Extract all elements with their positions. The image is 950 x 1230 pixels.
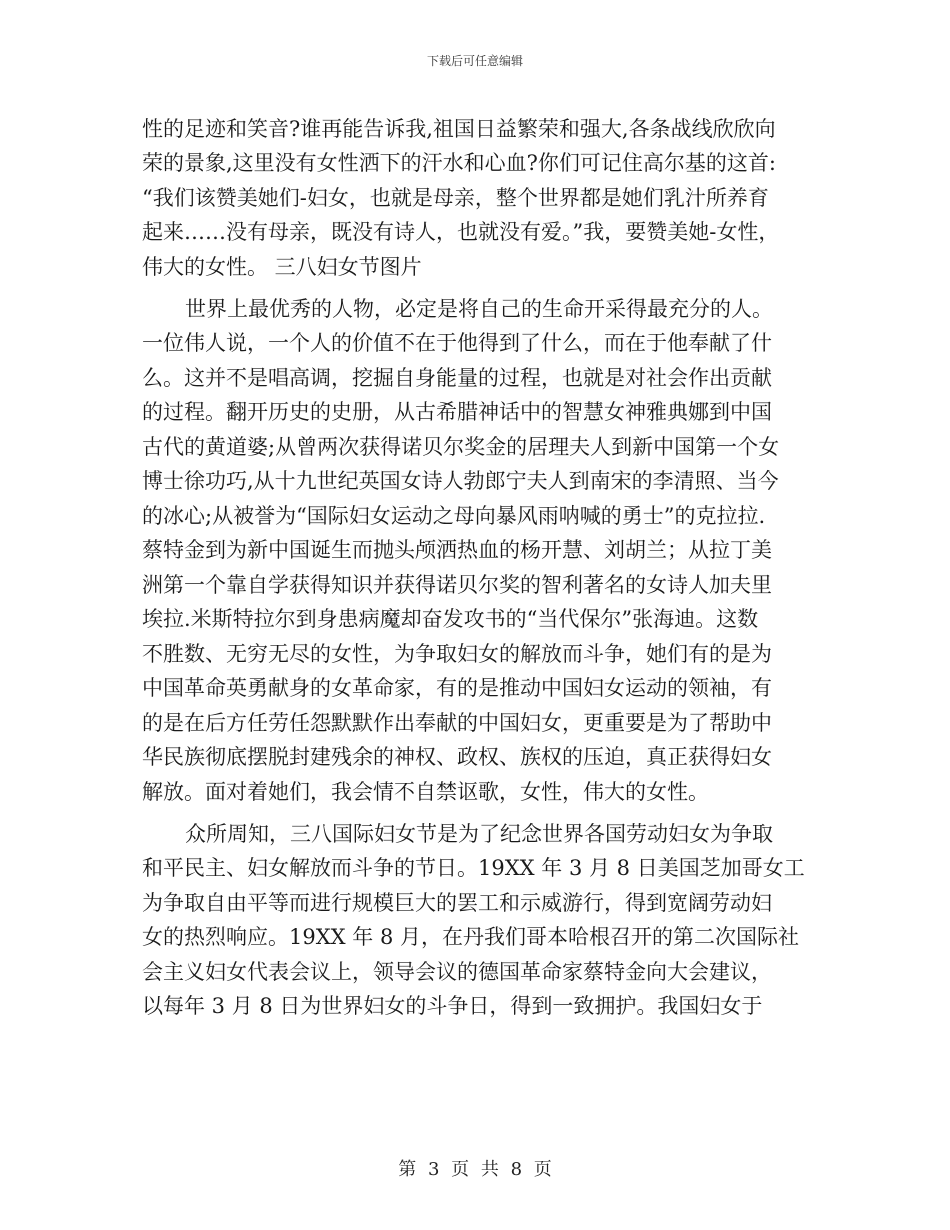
body-line: 以每年 3 月 8 日为世界妇女的斗争日，得到一致拥护。我国妇女于 xyxy=(142,994,763,1018)
body-line: 埃拉.米斯特拉尔到身患病魔却奋发攻书的“当代保尔”张海迪。这数 xyxy=(142,607,759,631)
body-line: 博士徐功巧,从十九世纪英国女诗人勃郎宁夫人到南宋的李清照、当今 xyxy=(142,469,779,493)
body-line: 世界上最优秀的人物，必定是将自己的生命开采得最充分的人。 xyxy=(185,297,773,321)
body-line: 的是在后方任劳任怨默默作出奉献的中国妇女，更重要是为了帮助中 xyxy=(142,711,772,735)
body-line: 众所周知，三八国际妇女节是为了纪念世界各国劳动妇女为争取 xyxy=(185,822,773,846)
body-line: 性的足迹和笑音?谁再能告诉我,祖国日益繁荣和强大,各条战线欣欣向 xyxy=(142,117,776,141)
body-line: 女的热烈响应。19XX 年 8 月，在丹我们哥本哈根召开的第二次国际社 xyxy=(142,925,800,949)
body-line: 蔡特金到为新中国诞生而抛头颅洒热血的杨开慧、刘胡兰；从拉丁美 xyxy=(142,538,772,562)
body-line: 洲第一个靠自学获得知识并获得诺贝尔奖的智利著名的女诗人加夫里 xyxy=(142,573,772,597)
page-header-note: 下载后可任意编辑 xyxy=(426,54,523,68)
body-line: 华民族彻底摆脱封建残余的神权、政权、族权的压迫，真正获得妇女 xyxy=(142,745,772,769)
body-line: 中国革命英勇献身的女革命家，有的是推动中国妇女运动的领袖，有 xyxy=(142,676,772,700)
body-line: 为争取自由平等而进行规模巨大的罢工和示威游行，得到宽阔劳动妇 xyxy=(142,891,772,915)
body-line: 解放。面对着她们，我会情不自禁讴歌，女性，伟大的女性。 xyxy=(142,780,709,804)
body-line: 不胜数、无穷无尽的女性，为争取妇女的解放而斗争，她们有的是为 xyxy=(142,642,772,666)
body-line: 会主义妇女代表会议上，领导会议的德国革命家蔡特金向大会建议， xyxy=(142,960,772,984)
body-line: 的过程。翻开历史的史册，从古希腊神话中的智慧女神雅典娜到中国 xyxy=(142,400,772,424)
body-line: 一位伟人说，一个人的价值不在于他得到了什么，而在于他奉献了什 xyxy=(142,331,772,355)
body-line: “我们该赞美她们-妇女，也就是母亲，整个世界都是她们乳汁所养育 xyxy=(142,186,769,210)
body-line: 么。这并不是唱高调，挖掘自身能量的过程，也就是对社会作出贡献 xyxy=(142,366,772,390)
page-number-footer: 第 3 页 共 8 页 xyxy=(398,1159,552,1180)
body-line: 的冰心;从被誉为“国际妇女运动之母向暴风雨呐喊的勇士”的克拉拉. xyxy=(142,504,766,528)
body-line: 荣的景象,这里没有女性洒下的汗水和心血?你们可记住高尔基的这首: xyxy=(142,151,777,175)
body-line: 古代的黄道婆;从曾两次获得诺贝尔奖金的居理夫人到新中国第一个女 xyxy=(142,435,780,459)
body-line: 和平民主、妇女解放而斗争的节日。19XX 年 3 月 8 日美国芝加哥女工 xyxy=(142,856,805,880)
body-line: 伟大的女性。 三八妇女节图片 xyxy=(142,255,422,279)
body-line: 起来……没有母亲，既没有诗人，也就没有爱。”我，要赞美她-女性， xyxy=(142,220,780,244)
